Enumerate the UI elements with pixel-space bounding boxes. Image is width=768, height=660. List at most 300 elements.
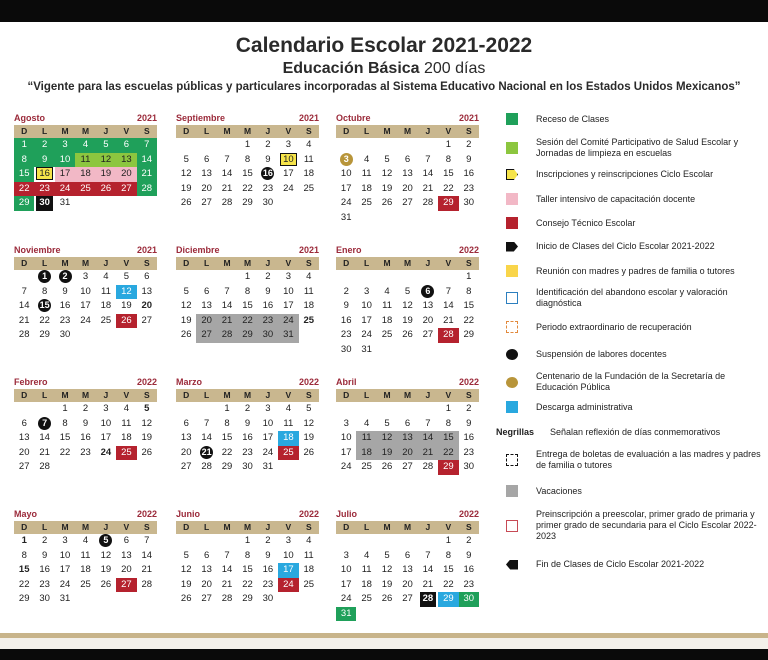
legend-text: Inicio de Clases del Ciclo Escolar 2021-2022 [536,241,715,251]
day-cell: 19 [381,182,393,194]
legend-item [496,427,764,438]
day-cell: 30 [463,461,475,472]
day-grid [14,402,157,475]
day-cell: 10 [278,153,298,168]
day-cell: 14 [443,300,454,311]
day-cell: 5 [384,417,390,429]
day-cell: 21 [422,182,434,194]
day-cell: 13 [402,168,413,179]
day-cell: 18 [356,446,376,461]
empty-cell [356,270,376,285]
day-cell: 7 [203,417,210,429]
day-cell: 20 [422,314,434,326]
day-cell: 2 [265,535,271,546]
month-febrero [14,377,157,475]
month-year: 2021 [298,113,319,123]
empty-cell [397,534,417,549]
day-cell: 10 [340,564,352,575]
day-cell: 6 [203,549,210,561]
day-cell: 22 [443,182,454,194]
day-cell: 26 [100,578,112,590]
day-cell: 22 [463,314,475,326]
day-cell: 11 [75,153,95,168]
day-cell: 24 [340,197,352,208]
weekday-label: M [383,390,391,400]
day-cell: 15 [438,431,458,446]
month-julio [336,509,479,621]
weekday-label: L [204,390,210,400]
day-cell: 6 [144,271,150,282]
weekday-label: M [81,258,90,268]
day-cell: 24 [340,461,352,472]
validity-note: “Vigente para las escuelas públicas y particulares incorporadas al Sistema Educativo Nacional en los Estados Unidos Mexicanos” [27,81,741,93]
day-cell: 11 [100,285,111,297]
empty-cell [438,270,458,285]
day-cell: 8 [244,285,251,297]
day-cell: 16 [340,314,352,326]
day-cell: 30 [258,328,278,343]
day-cell: 15 [242,168,253,179]
legend-item [496,287,764,309]
day-cell: 15 [463,300,475,311]
day-cell: 17 [80,300,91,311]
day-cell: 24 [361,329,372,340]
weekday-label: M [383,522,391,532]
month-mayo [14,509,157,607]
day-cell: 12 [381,168,393,179]
day-cell: 7 [137,138,157,153]
month-year: 2021 [298,245,319,255]
weekday-header [14,257,157,270]
legend-text: Vacaciones [536,485,582,496]
weekday-label: M [81,126,90,136]
day-cell: 16 [80,432,91,443]
day-cell: 16 [463,432,475,443]
weekday-label: V [285,258,292,268]
legend-item [496,349,764,360]
month-year: 2022 [136,377,157,387]
day-cell: 4 [285,403,291,414]
day-cell: 15 [59,432,71,443]
day-cell: 8 [445,417,451,429]
weekday-header [14,521,157,534]
day-cell: 17 [283,300,294,311]
day-cell: 22 [438,446,458,461]
month-year: 2022 [298,377,319,387]
weekday-header [176,521,319,534]
day-cell: 1 [445,403,451,414]
weekday-label: S [143,126,150,136]
empty-cell [217,270,237,285]
day-cell: 12 [303,417,315,429]
day-cell: 24 [55,182,75,197]
day-cell: 3 [103,403,109,414]
weekday-label: M [403,126,412,136]
weekday-label: D [21,258,28,268]
day-cell: 16 [39,564,50,575]
legend-item [496,265,764,277]
day-cell: 12 [100,549,112,561]
weekday-header [14,389,157,402]
day-grid [14,534,157,607]
day-cell: 8 [244,549,251,561]
day-cell: 8 [21,549,27,561]
legend-text: Consejo Técnico Escolar [536,217,636,228]
day-cell: 25 [100,314,112,326]
weekday-label: L [204,126,210,136]
day-cell: 8 [445,153,451,165]
subtitle-rest: 200 días [419,60,486,77]
day-cell: 16 [34,167,54,182]
day-cell: 31 [361,343,372,355]
weekday-label: D [183,522,190,532]
day-cell: 3 [55,138,75,153]
day-grid [176,270,319,343]
day-cell: 17 [340,446,352,458]
weekday-label: S [305,522,312,532]
day-cell: 27 [402,593,413,604]
day-cell: 10 [283,285,294,297]
day-cell: 14 [422,168,434,179]
day-cell: 13 [201,564,212,575]
day-cell: 10 [283,549,294,561]
weekday-label: J [265,126,271,136]
day-cell: 27 [116,578,136,593]
month-name: Marzo [176,377,203,387]
legend-swatch-icon [506,113,518,125]
day-cell: 4 [82,535,89,546]
day-cell: 10 [100,417,112,429]
month-enero [336,245,479,357]
month-noviembre [14,245,157,343]
day-cell: 7 [21,285,27,297]
day-cell: 1 [34,270,54,285]
day-cell: 27 [402,461,413,472]
day-cell: 15 [242,564,253,575]
month-year: 2022 [458,245,479,255]
month-name: Octubre [336,113,371,123]
month-name: Mayo [14,509,38,519]
weekday-label: L [204,258,210,268]
day-cell: 3 [285,139,291,150]
day-cell: 21 [18,314,30,326]
legend-item [496,321,764,333]
day-cell: 7 [144,535,150,546]
empty-cell [336,270,356,285]
day-cell: 26 [402,329,413,340]
empty-cell [336,534,356,549]
day-cell: 1 [445,535,451,546]
day-cell: 25 [361,197,372,208]
legend-item [496,559,764,570]
day-cell: 18 [303,300,315,311]
month-header [336,245,479,257]
day-cell: 25 [361,461,372,472]
day-cell: 26 [180,329,192,340]
month-header [176,509,319,521]
weekday-label: D [183,258,190,268]
day-cell: 25 [303,182,315,194]
day-cell: 10 [55,153,75,168]
day-cell: 29 [242,197,253,208]
empty-cell [418,402,438,417]
legend-text: Suspensión de labores docentes [536,349,667,359]
weekday-label: V [123,126,130,136]
day-cell: 29 [438,592,458,607]
month-name: Septiembre [176,113,226,123]
legend-swatch-icon [506,485,518,497]
legend-text: Reunión con madres y padres de familia o tutores [536,265,735,276]
day-cell: 11 [283,417,294,429]
day-cell: 21 [443,314,454,326]
empty-cell [217,534,237,549]
day-cell: 14 [141,549,153,561]
legend-text: Preinscripción a preescolar, primer grado de primaria y primer grado de secundaria para el Ciclo Escolar 2022-2023 [536,509,757,541]
day-cell: 1 [14,138,34,153]
weekday-label: M [383,126,391,136]
day-cell: 23 [463,182,475,194]
day-cell: 21 [141,564,153,575]
day-cell: 16 [463,168,475,179]
weekday-header [176,257,319,270]
day-cell: 23 [39,578,50,590]
weekday-label: M [223,126,231,136]
day-cell: 15 [221,432,233,443]
day-cell: 5 [306,403,312,414]
day-cell: 10 [59,549,71,561]
legend-text: Receso de Clases [536,113,610,124]
weekday-label: J [265,522,271,532]
day-cell: 24 [80,314,91,326]
day-grid [14,270,157,343]
empty-cell [176,138,196,153]
weekday-label: J [103,522,109,532]
day-cell: 20 [116,167,136,182]
day-cell: 16 [262,300,274,311]
day-cell: 2 [265,271,271,282]
day-cell: 28 [141,578,153,590]
day-cell: 2 [55,270,75,285]
day-cell: 31 [336,607,356,622]
day-cell: 30 [262,197,274,208]
day-cell: 16 [242,432,253,443]
weekday-label: M [383,258,391,268]
month-year: 2021 [136,245,157,255]
day-cell: 21 [221,182,233,194]
day-cell: 6 [404,549,411,561]
day-cell: 6 [418,285,438,300]
day-cell: 4 [384,285,390,297]
legend-item [496,449,764,471]
legend-text: Señalan reflexión de días conmemorativos [550,427,721,437]
day-cell: 26 [381,461,393,472]
day-cell: 12 [116,285,136,300]
legend-swatch-icon [506,349,518,360]
day-cell: 20 [402,578,413,590]
day-cell: 20 [402,182,413,194]
legend-text: Descarga administrativa [536,401,633,412]
legend-swatch-icon [506,217,518,229]
day-cell: 9 [62,285,68,297]
month-year: 2022 [136,509,157,519]
day-cell: 27 [116,182,136,197]
weekday-header [14,125,157,138]
legend-item [496,169,764,180]
day-cell: 8 [224,417,230,429]
day-cell: 21 [137,167,157,182]
month-name: Diciembre [176,245,220,255]
day-cell: 7 [425,153,431,165]
day-cell: 11 [382,300,392,311]
month-header [14,113,157,125]
weekday-label: L [42,522,48,532]
day-cell: 22 [242,182,253,194]
day-cell: 9 [82,417,89,429]
day-cell: 27 [422,329,434,340]
day-cell: 25 [303,578,315,590]
day-cell: 24 [340,593,352,604]
day-cell: 28 [217,328,237,343]
day-cell: 23 [262,578,274,590]
month-abril [336,377,479,475]
day-cell: 27 [402,197,413,208]
day-cell: 29 [438,196,458,211]
month-header [176,113,319,125]
day-cell: 3 [363,285,370,297]
day-cell: 24 [278,578,298,593]
day-cell: 30 [459,592,479,607]
day-cell: 26 [303,446,315,458]
day-cell: 23 [463,578,475,590]
day-cell: 25 [278,446,298,461]
day-cell: 18 [75,167,95,182]
day-cell: 3 [336,153,356,168]
subtitle-bold: Educación Básica [282,60,420,77]
day-cell: 6 [404,153,411,165]
day-cell: 14 [201,432,212,443]
empty-cell [176,270,196,285]
day-cell: 13 [201,168,212,179]
weekday-label: M [243,258,252,268]
day-cell: 14 [221,168,233,179]
day-cell: 22 [59,446,71,458]
month-header [14,509,157,521]
day-cell: 13 [422,300,434,311]
legend-text: Identificación del abandono escolar y valoración diagnóstica [536,287,728,308]
day-cell: 15 [443,168,454,179]
day-cell: 29 [438,460,458,475]
day-cell: 6 [183,417,189,429]
day-cell: 7 [34,417,54,432]
day-cell: 11 [121,417,132,429]
day-cell: 13 [121,549,132,561]
day-cell: 5 [123,271,129,282]
weekday-label: D [343,522,350,532]
weekday-label: M [81,390,90,400]
day-cell: 9 [244,417,251,429]
weekday-label: D [183,390,190,400]
empty-cell [377,534,397,549]
empty-cell [397,402,417,417]
day-cell: 24 [283,182,294,194]
day-cell: 11 [356,431,376,446]
day-cell: 19 [141,432,153,443]
day-cell: 9 [41,549,48,561]
month-year: 2021 [136,113,157,123]
day-cell: 26 [381,593,393,604]
day-cell: 21 [422,578,434,590]
legend-swatch-icon [506,560,518,570]
day-cell: 9 [265,549,271,561]
month-header [336,509,479,521]
day-cell: 9 [343,300,349,311]
weekday-label: L [364,126,370,136]
day-cell: 1 [445,139,451,150]
weekday-label: S [465,126,472,136]
legend-swatch-icon [506,520,518,532]
day-cell: 19 [96,167,116,182]
day-cell: 13 [180,432,192,443]
day-cell: 20 [180,446,192,458]
day-cell: 13 [141,285,153,297]
day-cell: 27 [196,328,216,343]
month-name: Julio [336,509,358,519]
day-cell: 19 [377,446,397,461]
day-cell: 6 [116,138,136,153]
weekday-label: S [465,390,472,400]
day-cell: 1 [244,535,251,546]
day-cell: 22 [18,578,30,590]
day-cell: 22 [443,578,454,590]
day-cell: 11 [361,168,372,179]
day-cell: 4 [75,138,95,153]
day-cell: 26 [96,182,116,197]
legend-item [496,401,764,413]
month-header [14,377,157,389]
empty-cell [34,402,54,417]
weekday-label: S [465,522,472,532]
weekday-label: S [305,390,312,400]
legend-item [496,137,764,159]
month-year: 2022 [458,509,479,519]
empty-cell [377,402,397,417]
day-cell: 20 [201,578,212,590]
day-cell: 20 [201,182,212,194]
day-cell: 14 [418,431,438,446]
day-cell: 4 [306,271,312,282]
day-cell: 16 [262,564,274,575]
day-cell: 1 [224,403,230,414]
bottom-border [0,649,768,660]
day-cell: 18 [278,431,298,446]
day-cell: 9 [265,285,271,297]
weekday-label: V [123,258,130,268]
day-cell: 28 [422,197,434,208]
day-cell: 3 [82,271,89,282]
day-cell: 19 [303,432,315,443]
day-cell: 23 [340,329,352,340]
weekday-label: L [364,390,370,400]
day-cell: 23 [262,182,274,194]
day-cell: 7 [425,417,431,429]
day-cell: 17 [283,168,294,179]
day-cell: 16 [262,168,273,178]
day-cell: 14 [221,564,233,575]
day-cell: 7 [425,549,431,561]
empty-cell [14,270,34,285]
legend-swatch-icon [506,169,518,180]
day-cell: 15 [443,564,454,575]
